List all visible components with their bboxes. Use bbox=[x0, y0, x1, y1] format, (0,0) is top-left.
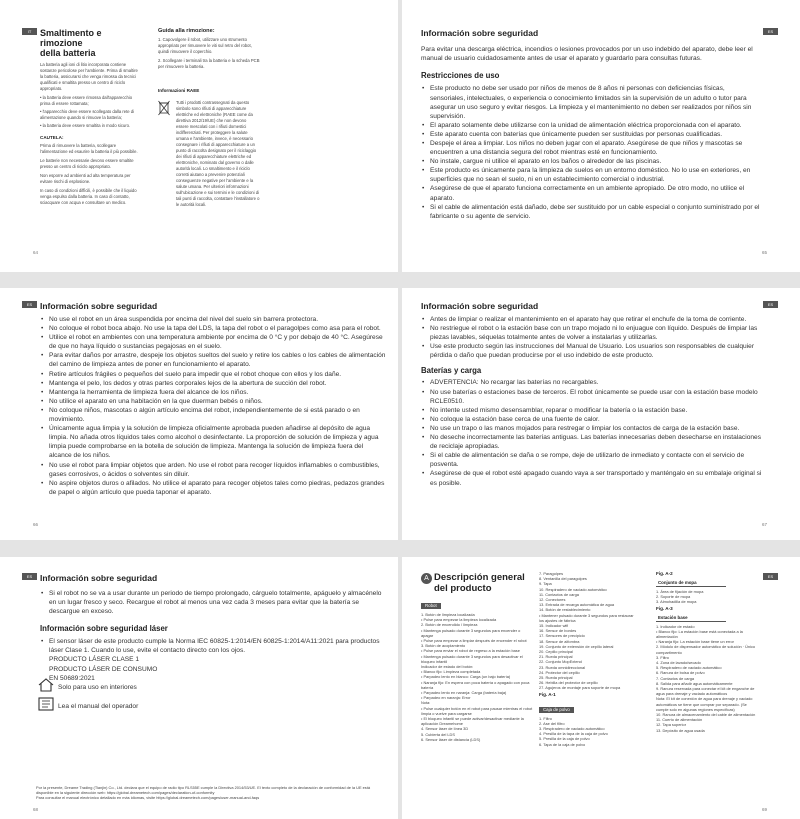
list-item: • Mantenga pulsado durante 3 segundos para desactivar el bloqueo infantil bbox=[421, 653, 523, 664]
robot-label: Robot bbox=[421, 603, 441, 609]
dust-box-label: Caja de polvo bbox=[539, 707, 574, 713]
list-item: • Mantenga pulsado durante 3 segundos para encender o apagar bbox=[421, 627, 521, 638]
figure-label: Fig. A-3 bbox=[656, 605, 673, 611]
list-item: 24. Protector del cepillo bbox=[539, 669, 580, 675]
language-tab: ES bbox=[22, 301, 37, 308]
page-number: 64 bbox=[33, 250, 39, 255]
list-item: 9. Tapa bbox=[539, 581, 552, 587]
indoor-only-notice bbox=[38, 678, 137, 697]
list-item: 10. Ranura de almacenamiento del cable de alimentación bbox=[656, 712, 756, 718]
list-item: • Únicamente agua limpia y la solución de limpieza oficialmente aprobada pueden añadirse al depósito de agua limpia. No añada otros líquidos tales como alcohol o desinfectante. La proporción de solución de limpieza y agua limpia puede comprobarse en la botella de solución de limpieza. Mantenga la solución de limpieza fuera del alcance de los niños. bbox=[40, 424, 386, 460]
list-item: 8. Salida para añadir agua automáticamente bbox=[656, 680, 733, 686]
page-64 bbox=[0, 0, 398, 272]
list-item: 13. Depósito de agua usada bbox=[656, 727, 705, 733]
paragraph: Le batterie non necessarie devono essere smaltite presso un centro di riciclo appropriato. bbox=[40, 158, 134, 169]
page-number: 69 bbox=[761, 807, 767, 812]
bullet-list bbox=[421, 84, 761, 220]
list-item: • Pulse para empezar la limpieza localizada bbox=[421, 617, 497, 623]
list-item: • No intente usted mismo desensamblar, reparar o modificar la batería o la estación base. bbox=[421, 406, 769, 415]
list-item: 23. Rueda omnidireccional bbox=[539, 664, 586, 670]
language-tab: IT bbox=[22, 28, 37, 35]
list-item: • Parpadeo lento en blanco: Carga (un bajo batería) bbox=[421, 674, 511, 680]
list-item: 2. Botón de encendido / limpieza bbox=[421, 622, 478, 628]
figure-label: Fig. A-1 bbox=[539, 691, 556, 697]
house-icon bbox=[38, 678, 54, 697]
declaration-footer bbox=[36, 785, 388, 800]
base-station-parts-list bbox=[656, 624, 756, 733]
robot-parts-list bbox=[421, 612, 533, 742]
removal-section bbox=[158, 28, 260, 208]
list-item: 5. Presilla de la caja de polvo bbox=[539, 736, 590, 742]
list-item: • ADVERTENCIA: No recargar las baterías no recargables. bbox=[421, 378, 769, 387]
list-item: • Pulse para enviar el robot de regreso a la estación base bbox=[421, 648, 520, 654]
list-item: • Para evitar daños por arrastre, despeje los objetos sueltos del suelo y retire los cables o los cables de alimentación del camino de limpieza antes de poner en funcionamiento el aparato. bbox=[40, 351, 386, 369]
bullet-list bbox=[40, 637, 386, 655]
list-item: • No coloque el robot boca abajo. No use la tapa del LDS, la tapa del robot o el paragolpes como asa para el robot. bbox=[40, 324, 386, 333]
list-item: 13. Entrada de recarga automática de agua bbox=[539, 602, 615, 608]
list-item: 5. Cubierta del LDS bbox=[421, 731, 455, 737]
list-item: 21. Rueda principal bbox=[539, 654, 573, 660]
bullet-list bbox=[40, 589, 386, 616]
page-66 bbox=[0, 288, 398, 540]
page-68 bbox=[0, 557, 398, 819]
list-item: • No use baterías o estaciones base de terceros. El robot únicamente se puede usar con la estación base modelo RCLE0510. bbox=[421, 388, 769, 406]
list-item: • No aspire objetos duros o afilados. No utilice el aparato para recoger objetos tales como piedras, pedazos grandes de papel o algún artículo que pueda taponar el aparato. bbox=[40, 479, 386, 497]
list-item: 1. Filtro bbox=[539, 715, 552, 721]
list-item: 20. Cepillo principal bbox=[539, 649, 573, 655]
list-item: 27. Agujeros de montaje para soporte de mopa bbox=[539, 685, 621, 691]
list-item: • Asegúrese de que el aparato funciona correctamente en un ambiente apropiado. De otro modo, no utilice el aparato. bbox=[421, 184, 761, 202]
robot-parts-list bbox=[539, 571, 637, 691]
page-number: 65 bbox=[761, 250, 767, 255]
subsection-title: Baterías y carga bbox=[421, 366, 482, 376]
caution-heading: CAUTELA: bbox=[40, 135, 64, 140]
bullet-list bbox=[421, 315, 769, 360]
safety-section bbox=[40, 301, 386, 497]
safety-section bbox=[40, 573, 386, 683]
section-title: Información sobre seguridad bbox=[421, 301, 539, 311]
list-item: • Este aparato cuenta con baterías que únicamente pueden ser sustituidas por personas cualificadas. bbox=[421, 130, 761, 139]
list-item: • El bloqueo infantil se puede activar/desactivar mediante la aplicación Dreamehome bbox=[421, 716, 524, 727]
list-item: 11. Contactos de carga bbox=[539, 591, 579, 597]
list-item: 6. Ranura de bolsa de polvo bbox=[656, 670, 705, 676]
language-tab: ES bbox=[763, 28, 778, 35]
list-item: • Mantenga el pelo, los dedos y otras partes corporales lejos de la abertura de succión del robot. bbox=[40, 379, 386, 388]
list-item: 22. Conjunto MopExtend bbox=[539, 659, 582, 665]
bullet-list bbox=[421, 378, 769, 487]
list-item: 7. Paragolpes bbox=[539, 571, 564, 576]
list-item: • No utilice el aparato en una habitación en la que duerman bebés o niños. bbox=[40, 397, 386, 406]
list-item: 2. Ase del filtro bbox=[539, 720, 565, 726]
page-number: 68 bbox=[33, 807, 39, 812]
figure-label: Fig. A-2 bbox=[656, 571, 673, 576]
list-item: • No use el robot para limpiar objetos que arden. No use el robot para recoger líquidos inflamables o combustibles, gases corrosivos, o ácidos o solventes sin diluir. bbox=[40, 461, 386, 479]
list-item: 4. Sensor láser de línea 3D bbox=[421, 726, 469, 732]
list-item: 15. Indicador wifi bbox=[539, 623, 569, 629]
list-item: 10. Respiradero de vaciado automático bbox=[539, 586, 607, 592]
base-station-label: Estación base bbox=[656, 615, 726, 622]
notice-label: Lea el manual del operador bbox=[58, 702, 139, 710]
paragraph: • l'apparecchio deve essere scollegato dalla rete di alimentazione quando si rimuove la batteria; bbox=[40, 109, 134, 120]
list-item: • Si el robot no se va a usar durante un periodo de tiempo prolongado, cárguelo totalmente, apáguelo y almacénelo en un lugar fresco y seco. Recargue el robot al menos una vez cada 3 meses para evitar que la batería se descargue en exceso. bbox=[40, 589, 386, 616]
raee-heading: Informazioni RAEE bbox=[158, 88, 200, 93]
list-item: 26. Hebilla del protector de cepillo bbox=[539, 680, 598, 686]
language-tab: ES bbox=[763, 301, 778, 308]
page-67 bbox=[402, 288, 800, 540]
guide-heading: Guida alla rimozione: bbox=[158, 28, 215, 34]
list-item: • Este producto es únicamente para la limpieza de suelos en un entorno doméstico. No lo use en exteriores, en superficies que no sean el suelo, ni en un establecimiento comercial o industrial. bbox=[421, 166, 761, 184]
list-item: • No instale, cargue ni utilice el aparato en los baños o alrededor de las piscinas. bbox=[421, 157, 761, 166]
page-65 bbox=[402, 0, 800, 272]
list-item: • No deseche incorrectamente las baterías antiguas. Las baterías innecesarias deben desecharse en instalaciones de reciclaje apropiadas. bbox=[421, 433, 769, 451]
list-item: 5. Respiradero de vaciado automático bbox=[656, 665, 722, 671]
page-69 bbox=[402, 557, 800, 819]
battery-section bbox=[40, 28, 140, 206]
list-item: • Naranja fijo: La estación base tiene un error bbox=[656, 639, 734, 645]
list-item: 11. Cuerto de alimentación bbox=[656, 717, 703, 723]
list-item: 12. Tapa superior bbox=[656, 722, 686, 728]
list-item: 17. Sensores de precipicio bbox=[539, 633, 585, 639]
crossed-bin-icon bbox=[158, 100, 172, 208]
paragraph: 2. Scollegare i terminali tra la batteria e la scheda PCB per rimuovere la batteria. bbox=[158, 58, 260, 69]
list-item: • Blanco fijo: La estación base está conectada a la alimentación bbox=[656, 628, 743, 640]
laser-class-line: PRODUCTO LÁSER DE CONSUMO bbox=[49, 665, 158, 673]
list-item: • No use un trapo o las manos mojados para restregar o limpiar los contactos de carga de la estación base. bbox=[421, 424, 769, 433]
list-item: 4. Presilla de la tapa de la caja de polvo bbox=[539, 731, 608, 737]
list-item: 1. Área de fijación de mopa bbox=[656, 589, 704, 594]
list-item: 3. Filtro bbox=[656, 654, 669, 660]
list-item: 14. Botón de restablecimiento bbox=[539, 607, 591, 613]
list-item: • Blanco fijo: Limpieza completada bbox=[421, 669, 481, 675]
list-item: 3. Botón de acoplamiento bbox=[421, 643, 466, 649]
laser-class-line: PRODUCTO LÁSER CLASE 1 bbox=[49, 656, 140, 664]
list-item: • Parpadeo en naranja: Error bbox=[421, 695, 471, 701]
list-item: 2. Módulo de dispensador automático de solución · Único compartimento bbox=[656, 644, 756, 655]
list-item: 18. Sensor de alfombra bbox=[539, 638, 580, 644]
section-title: Información sobre seguridad bbox=[421, 28, 539, 38]
list-item: • No restriegue el robot o la estación base con un trapo mojado ni lo enjuague con líquido. Después de limpiar las piezas lavables, séquelas totalmente antes de volver a instalarlas y utilizarlas. bbox=[421, 324, 769, 342]
list-item: • Antes de limpiar o realizar el mantenimiento en el aparato hay que retirar el enchufe de la toma de corriente. bbox=[421, 315, 769, 324]
list-item: 16. Sensor de bordes bbox=[539, 628, 577, 634]
list-item: Nota: El kit de conexión de agua para drenaje y vaciado automáticos se tiene que comprar por separado. (Se cumple solo en algunas regiones específicas) bbox=[656, 696, 753, 712]
section-title: Smaltimento e rimozione della batteria bbox=[40, 28, 102, 58]
list-item: • Naranja fijo: En espera con poca batería o apagado con poca batería bbox=[421, 679, 530, 690]
list-item: • Mantenga la herramienta de limpieza fuera del alcance de los niños. bbox=[40, 388, 386, 397]
list-item: • El sensor láser de este producto cumple la Norma IEC 60825-1:2014/EN 60825-1:2014/A11:2021 para productos láser Clase 1. Cuando lo use, evite el contacto directo con los ojos. bbox=[40, 637, 386, 655]
page-number: 67 bbox=[761, 522, 767, 527]
list-item: • No coloque la estación base cerca de una fuente de calor. bbox=[421, 415, 769, 424]
list-item: • Use este producto según las instrucciones del Manual de Usuario. Los usuarios son responsables de cualquier pérdida o daño que puedan producirse por el uso indebido de este producto. bbox=[421, 342, 769, 360]
dust-box-parts-list bbox=[539, 716, 637, 747]
list-item: • Este producto no debe ser usado por niños de menos de 8 años ni personas con deficiencias físicas, sensoriales, intelectuales, o experiencia o conocimiento limitados sin la supervisión de un adulto o tutor para asegurar un uso seguro y evitar riesgos. La limpieza y el mantenimiento no deben ser realizados por niños sin supervisión. bbox=[421, 84, 761, 120]
paragraph: La batteria agli ioni di litio incorporata contiene sostanze pericolose per l'ambiente. Prima di smaltire la batteria, assicurarsi che venga rimossa da tecnici qualificati e smaltita presso un centro di riciclo appropriato. bbox=[40, 62, 138, 91]
paragraph: Prima di rimuovere la batteria, scollegare l'alimentazione ed esaurire la batteria il più possibile. bbox=[40, 143, 138, 154]
paragraph: 1. Capovolgere il robot, utilizzare uno strumento appropriato per rimuovere le viti sul retro del robot, quindi rimuovere il coperchio. bbox=[158, 37, 252, 54]
list-item: • Pulse para empezar a limpiar después de encender el robot bbox=[421, 638, 527, 644]
list-item: • Si el cable de alimentación se daña o se rompe, deje de utilizarlo de inmediato y contacte con el servicio de posventa. bbox=[421, 451, 769, 469]
list-item: 12. Conectores bbox=[539, 597, 566, 603]
list-item: 6. Tapa de la caja de polvo bbox=[539, 741, 586, 747]
list-item: 25. Rueda principal bbox=[539, 675, 573, 681]
robot-parts-column-2 bbox=[539, 571, 637, 747]
laser-class-line: EN 50689:2021 bbox=[49, 674, 95, 682]
list-item: 1. Botón de limpieza localizada bbox=[421, 612, 475, 617]
list-item: 7. Contactos de carga bbox=[656, 675, 695, 681]
subsection-title: Información sobre seguridad láser bbox=[40, 624, 168, 634]
list-item: • Mantener pulsado durante 3 segundos para restaurar los ajustes de fábrica bbox=[539, 612, 634, 623]
list-item: • Asegúrese de que el robot esté apagado cuando vaya a ser transportado y manténgalo en su embalaje original si es posible. bbox=[421, 469, 769, 487]
section-title: A Descripción general del producto bbox=[421, 573, 533, 594]
notice-label: Solo para uso en interiores bbox=[58, 683, 137, 691]
paragraph: Tutti i prodotti contrassegnati da questo simbolo sono rifiuti di apparecchiature elettriche ed elettroniche (RAEE come da direttiva 2012/19/UE) che non devono essere mescolati con i rifiuti domestici indifferenziati. Per proteggere la salute umana e l'ambiente, invece, è necessario consegnare i rifiuti di apparecchiature a un punto di raccolta designato per il riciclaggio dei rifiuti di apparecchiature elettriche ed elettroniche, nominato dal governo o dalle autorità locali. Lo smaltimento e il riciclo corretti aiutano a prevenire potenziali conseguenze negative per l'ambiente e la salute umana. Per ulteriori informazioni sull'ubicazione e sui termini e le condizioni di tali punti di raccolta, contattare l'installatore o le autorità locali. bbox=[176, 100, 260, 207]
declaration-text: Por la presente, Dreame Trading (Tianjin) Co., Ltd. declara que el equipo de radio tipo RLS55E cumple la Directiva 2014/53/UE. El texto completo de la declaración de conformidad de la UE está disponible en la siguiente dirección web: https://global.dreametech.com/pages/declaration-of-conformity bbox=[36, 785, 370, 795]
read-manual-notice bbox=[38, 697, 138, 716]
robot-column bbox=[421, 573, 533, 742]
safety-section bbox=[421, 28, 761, 221]
list-item: 1. Indicador de estado bbox=[656, 623, 695, 629]
mop-label: Conjunto de mopa bbox=[656, 580, 726, 587]
list-item: 4. Zona de lavado/secado bbox=[656, 660, 701, 666]
list-item: • Despeje el área a limpiar. Los niños no deben jugar con el aparato. Asegúrese de que niños y mascotas se encuentren a una distancia segura del robot mientras esté en funcionamiento. bbox=[421, 139, 761, 157]
paragraph: In caso di condizioni difficili, è possibile che il liquido venga espulso dalla batteria. In caso di contatto, sciacquare con acqua e consultare un medico. bbox=[40, 188, 137, 205]
safety-section bbox=[421, 301, 769, 488]
list-item: 9. Ranura reservada para conectar el kit de enganche de agua para drenaje y vaciado automáticos bbox=[656, 686, 755, 697]
list-item: 8. Ventanilla del paragolpes bbox=[539, 576, 587, 582]
list-item: Indicador de estado del botón: bbox=[421, 664, 474, 670]
section-title: Información sobre seguridad bbox=[40, 573, 158, 583]
list-item: 2. Soporte de mopa bbox=[656, 594, 691, 600]
paragraph: Para evitar una descarga eléctrica, incendios o lesiones provocados por un uso indebido del aparato, debe leer el manual de usuario cuidadosamente antes de usar el aparato y guardarlo para consultas futuras. bbox=[421, 46, 753, 63]
list-item: • Pulse cualquier botón en el robot para pausar mientras el robot limpia o vuelve para cargarse bbox=[421, 705, 533, 716]
list-item: 19. Conjunto de extensión de cepillo lateral bbox=[539, 643, 614, 649]
list-item: • No coloque niños, mascotas o algún artículo encima del robot, independientemente de si está parado o en movimiento. bbox=[40, 406, 386, 424]
list-item: 6. Sensor láser de distancia (LDS) bbox=[421, 736, 481, 742]
section-badge: A bbox=[421, 573, 432, 584]
paragraph: • la batteria deve essere smaltita in modo sicuro. bbox=[40, 123, 131, 128]
manual-link-text: Para consultar el manual electrónico detallado en más idiomas, visite https://global.dreametech.com/pages/user-manual-and-faqs bbox=[36, 795, 260, 800]
language-tab: ES bbox=[22, 573, 37, 580]
list-item: 3. Almohadilla de mopa bbox=[656, 599, 697, 605]
list-item: • Utilice el robot en ambientes con una temperatura ambiente por encima de 0 °C y por debajo de 40 °C. Asegúrese de que no haya líquido o sustancias pegajosas en el suelo. bbox=[40, 333, 386, 351]
manual-book-icon bbox=[38, 697, 54, 716]
list-item: • Si el cable de alimentación está dañado, debe ser sustituido por un cable especial o conjunto suministrado por el fabricante o su agente de servicio. bbox=[421, 203, 761, 221]
subsection-title: Restricciones de uso bbox=[421, 71, 500, 81]
accessories-column bbox=[656, 571, 756, 733]
list-item: • Parpadeo lento en naranja: Carga (batería baja) bbox=[421, 690, 507, 696]
paragraph: Non esporre ad ambienti ad alta temperatura per evitare rischi di esplosione. bbox=[40, 173, 131, 184]
bullet-list bbox=[40, 315, 386, 497]
list-item: 3. Respiradero de vaciado automático bbox=[539, 726, 605, 732]
list-item: • Retire artículos frágiles o pequeños del suelo para impedir que el robot choque con ellos y los dañe. bbox=[40, 370, 386, 379]
list-item: • El aparato solamente debe utilizarse con la unidad de alimentación eléctrica proporcionada con el aparato. bbox=[421, 121, 761, 130]
list-item: • No use el robot en un área suspendida por encima del nivel del suelo sin barrera protectora. bbox=[40, 315, 386, 324]
mop-parts-list bbox=[656, 589, 756, 605]
page-number: 66 bbox=[33, 522, 39, 527]
list-item: Nota: bbox=[421, 700, 431, 706]
paragraph: • la batteria deve essere rimossa dall'apparecchio prima di essere rottamata; bbox=[40, 95, 133, 106]
section-title: Información sobre seguridad bbox=[40, 301, 158, 311]
language-tab: ES bbox=[763, 573, 778, 580]
